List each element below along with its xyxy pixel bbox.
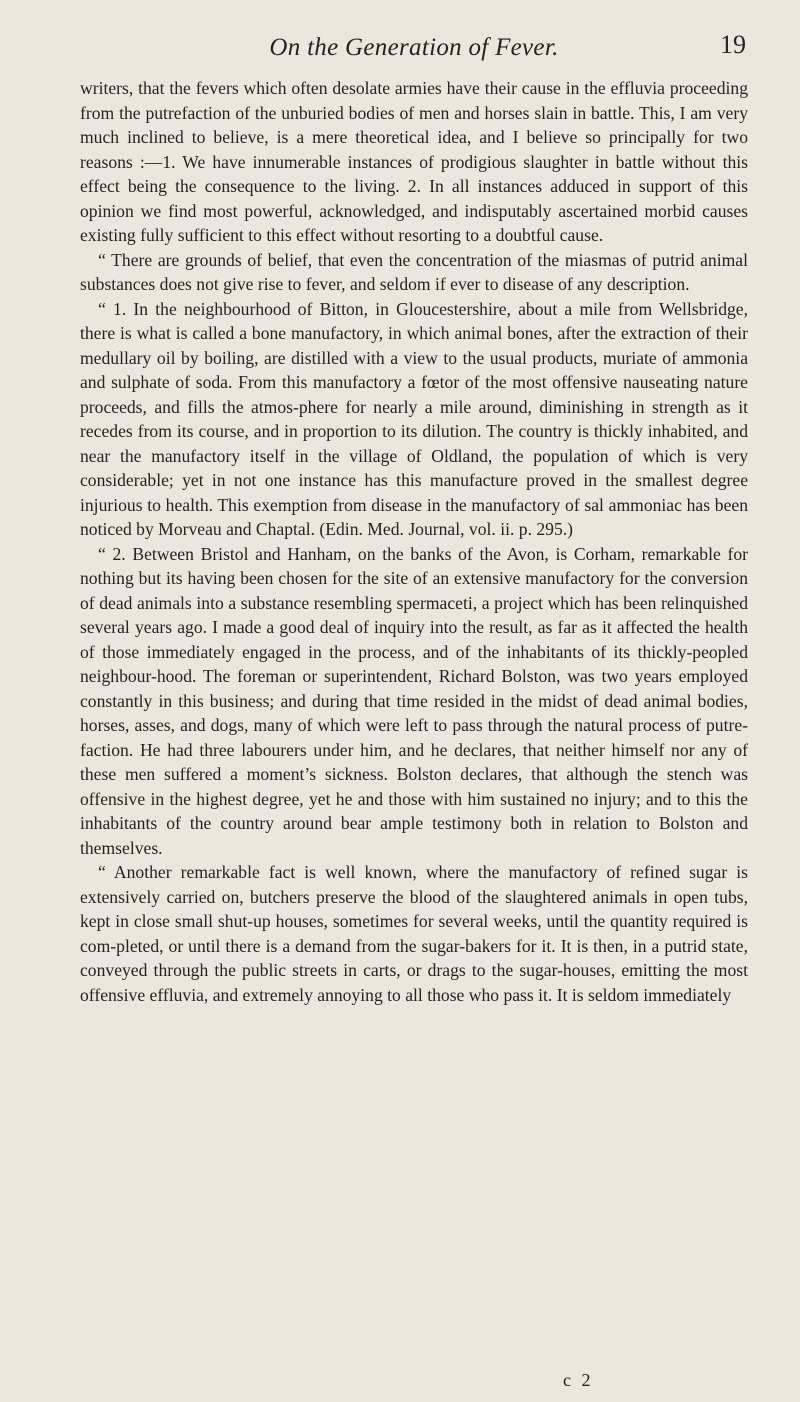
page-number: 19 xyxy=(720,30,746,59)
running-title: On the Generation of Fever. xyxy=(269,34,559,61)
running-head xyxy=(80,30,748,76)
paragraph-5: “ Another remarkable fact is well known, where the manufactory of refined sugar is extensively carried on, butchers preserve the blood of the slaughtered animals in open tubs, kept in close small shut-up houses, sometimes for several weeks, until the quantity required is com-pleted, or until there is a demand from the sugar-bakers for it. It is then, in a putrid state, conveyed through the public streets in carts, or drags to the sugar-houses, emitting the most offensive effluvia, and extremely annoying to all those who pass it. It is seldom immediately xyxy=(80,862,748,1005)
paragraph-4: “ 2. Between Bristol and Hanham, on the banks of the Avon, is Corham, remarkable for nothing but its having been chosen for the site of an extensive manufactory for the conversion of dead animals into a substance resembling spermaceti, a project which has been relinquished several years ago. I made a good deal of inquiry into the result, as far as it affected the health of those immediately engaged in the process, and of the inhabitants of its thickly-peopled neighbour-hood. The foreman or superintendent, Richard Bolston, was two years employed constantly in this business; and during that time resided in the midst of dead animal bodies, horses, asses, and dogs, many of which were left to pass through the natural process of putre-faction. He had three labourers under him, and he declares, that neither himself nor any of these men suffered a moment’s sickness. Bolston declares, that although the stench was offensive in the highest degree, yet he and those with him sustained no injury; and to this the inhabitants of the country around bear ample testimony both in relation to Bolston and themselves. xyxy=(80,543,748,858)
paragraph-3: “ 1. In the neighbourhood of Bitton, in Gloucestershire, about a mile from Wellsbridge, there is what is called a bone manufactory, in which animal bones, after the extraction of their medullary oil by boiling, are distilled with a view to the usual products, muriate of ammonia and sulphate of soda. From this manufactory a fœtor of the most offensive nauseating nature proceeds, and fills the atmos-phere for nearly a mile around, diminishing in strength as it recedes from its course, and in proportion to its dilution. The country is thickly inhabited, and near the manufactory itself in the village of Oldland, the population of which is very considerable; yet in not one instance has this manufacture proved in the smallest degree injurious to health. This exemption from disease in the manufactory of sal ammoniac has been noticed by Morveau and Chaptal. (Edin. Med. Journal, vol. ii. p. 295.) xyxy=(80,298,748,539)
body-text xyxy=(80,76,748,1007)
paragraph-2: “ There are grounds of belief, that even the concentration of the miasmas of putrid animal substances does not give rise to fever, and seldom if ever to disease of any description. xyxy=(80,249,748,294)
paragraph-1: writers, that the fevers which often desolate armies have their cause in the effluvia proceeding from the putrefaction of the unburied bodies of men and horses slain in battle. This, I am very much inclined to believe, is a mere theoretical idea, and I believe so principally for two reasons :—1. We have innumerable instances of prodigious slaughter in battle without this effect being the consequence to the living. 2. In all instances adduced in support of this opinion we find most powerful, acknowledged, and indisputably ascertained morbid causes existing fully sufficient to this effect without resorting to a doubtful cause. xyxy=(80,78,748,245)
signature-mark: c 2 xyxy=(563,1370,594,1390)
